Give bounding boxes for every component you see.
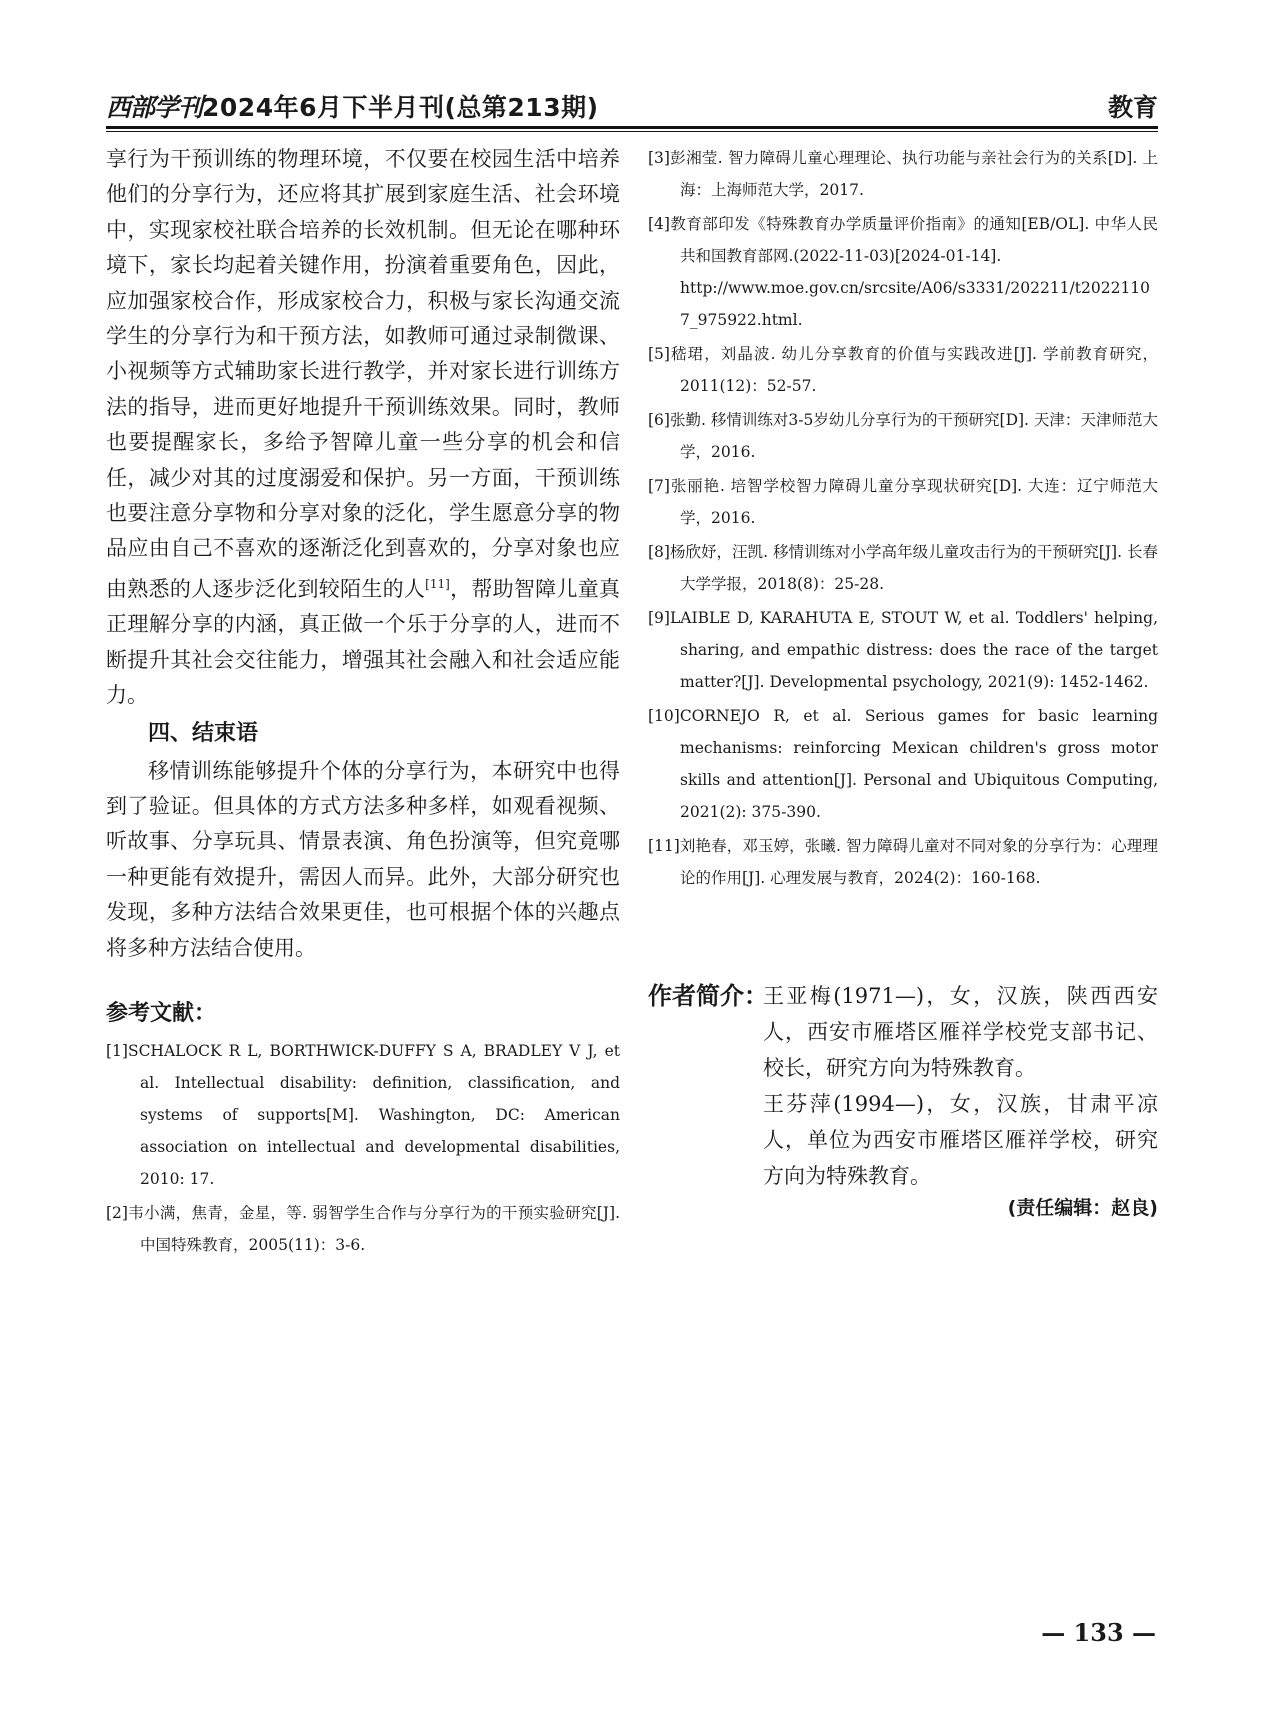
reference-item: [10]CORNEJO R, et al. Serious games for basic learning mechanisms: reinforcing Mexican children's gross motor skills and attention[J]. Personal and Ubiquitous Computing, 2021(2): 375-390. — [648, 707, 1158, 821]
right-column — [648, 142, 1158, 896]
author-2: 王芬萍(1994—)，女，汉族，甘肃平凉人，单位为西安市雁塔区雁祥学校，研究方向为特殊教育。 — [763, 1092, 1158, 1188]
reference-item: [8]杨欣妤，汪凯. 移情训练对小学高年级儿童攻击行为的干预研究[J]. 长春大学学报，2018(8)：25-28. — [648, 543, 1158, 593]
header-rule-thin — [106, 131, 1158, 132]
left-column — [106, 142, 620, 1263]
reference-item: [7]张丽艳. 培智学校智力障碍儿童分享现状研究[D]. 大连：辽宁师范大学，2016. — [648, 477, 1158, 527]
page-number: — 133 — — [1041, 1618, 1156, 1647]
citation-mark: [11] — [425, 576, 450, 591]
paragraph-text-end: ，帮助智障儿童真正理解分享的内涵，真正做一个乐于分享的人，进而不断提升其社会交往能力，增强其社会融入和社会适应能力。 — [106, 576, 621, 708]
reference-item: [5]嵇珺，刘晶波. 幼儿分享教育的价值与实践改进[J]. 学前教育研究，2011(12)：52-57. — [648, 345, 1158, 395]
paragraph-text: 享行为干预训练的物理环境，不仅要在校园生活中培养他们的分享行为，还应将其扩展到家庭生活、社会环境中，实现家校社联合培养的长效机制。但无论在哪种环境下，家长均起着关键作用，扮演着重要角色，因此，应加强家校合作，形成家校合力，积极与家长沟通交流学生的分享行为和干预方法，如教师可通过录制微课、小视频等方式辅助家长进行教学，并对家长进行训练方法的指导，进而更好地提升干预训练效果。同时，教师也要提醒家长，多给予智障儿童一些分享的机会和信任，减少对其的过度溺爱和保护。另一方面，干预训练也要注意分享物和分享对象的泛化，学生愿意分享的物品应由自己不喜欢的逐渐泛化到喜欢的，分享对象也应由熟悉的人逐步泛化到较陌生的人 — [106, 147, 620, 601]
author-1: 王亚梅(1971—)，女，汉族，陕西西安人，西安市雁塔区雁祥学校党支部书记、校长，研究方向为特殊教育。 — [763, 984, 1158, 1080]
references-title: 参考文献： — [106, 1000, 217, 1026]
reference-item: [6]张勤. 移情训练对3-5岁幼儿分享行为的干预研究[D]. 天津：天津师范大学，2016. — [648, 411, 1158, 461]
body-paragraph — [106, 142, 620, 714]
reference-item: [2]韦小满，焦青，金星，等. 弱智学生合作与分享行为的干预实验研究[J]. 中国特殊教育，2005(11)：3-6. — [106, 1203, 620, 1254]
author-intro — [648, 978, 1158, 1194]
reference-item: [3]彭湘莹. 智力障碍儿童心理理论、执行功能与亲社会行为的关系[D]. 上海：上海师范大学，2017. — [648, 149, 1158, 199]
reference-text: [4]教育部印发《特殊教育办学质量评价指南》的通知[EB/OL]. 中华人民共和国教育部网.(2022-11-03)[2024-01-14]. — [648, 215, 1158, 265]
reference-item: [9]LAIBLE D, KARAHUTA E, STOUT W, et al. Toddlers' helping, sharing, and empathic distress: does the race of the target matter?[J]. Developmental psychology, 2021(9): 1452-1462. — [648, 609, 1158, 691]
reference-url: http://www.moe.gov.cn/srcsite/A06/s3331/202211/t20221107_975922.html. — [680, 279, 1151, 329]
section-heading: 四、结束语 — [148, 720, 259, 746]
section-tag: 教育 — [1107, 93, 1158, 122]
author-label: 作者简介： — [648, 982, 768, 1010]
responsible-editor: (责任编辑：赵良) — [1007, 1197, 1158, 1219]
issue-info: 2024年6月下半月刊(总第213期) — [202, 93, 599, 122]
page-header — [106, 88, 1158, 128]
reference-item — [648, 208, 1158, 336]
conclusion-paragraph: 移情训练能够提升个体的分享行为，本研究中也得到了验证。但具体的方式方法多种多样，如观看视频、听故事、分享玩具、情景表演、角色扮演等，但究竟哪一种更能有效提升，需因人而异。此外，大部分研究也发现，多种方法结合效果更佳，也可根据个体的兴趣点将多种方法结合使用。 — [106, 758, 620, 960]
reference-item: [1]SCHALOCK R L, BORTHWICK-DUFFY S A, BRADLEY V J, et al. Intellectual disability: definition, classification, and systems of supports[M]. Washington, DC: American association on intellectual and developmental disabilities, 2010: 17. — [106, 1041, 620, 1188]
journal-logo: 西部学刊 — [106, 93, 203, 122]
header-rule — [106, 126, 1158, 129]
author-body — [763, 978, 1158, 1194]
journal-issue — [106, 88, 599, 124]
reference-item: [11]刘艳春，邓玉婷，张曦. 智力障碍儿童对不同对象的分享行为：心理理论的作用[J]. 心理发展与教育，2024(2)：160-168. — [648, 837, 1158, 887]
